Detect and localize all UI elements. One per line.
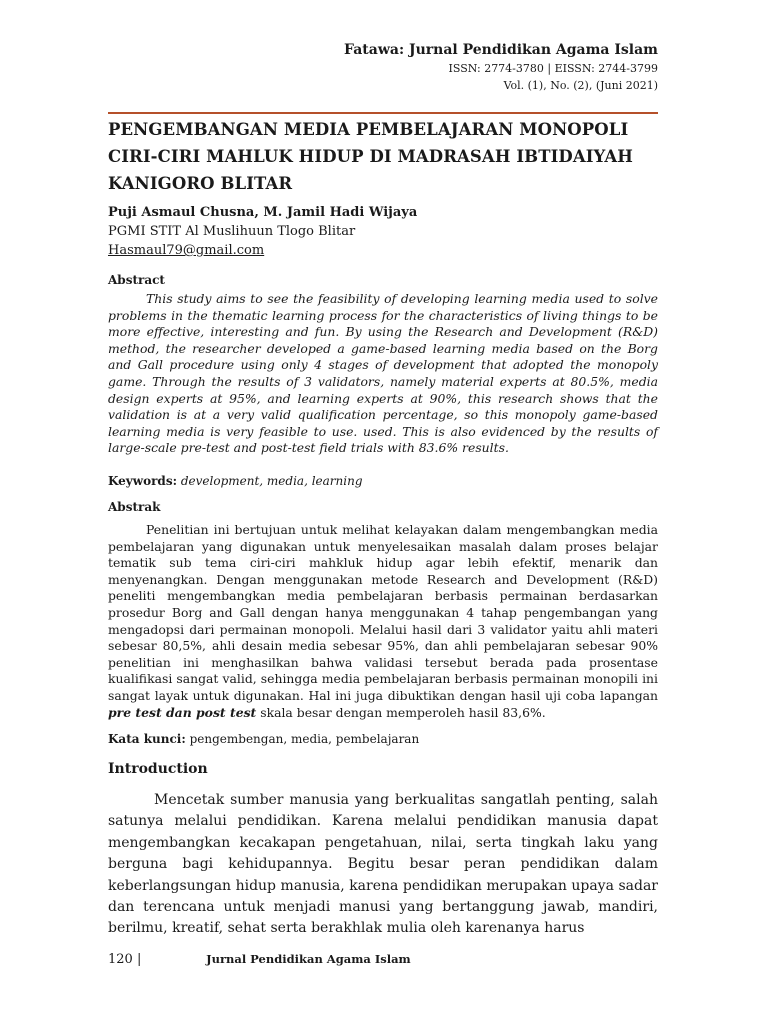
author-names: Puji Asmaul Chusna, M. Jamil Hadi Wijaya bbox=[108, 205, 418, 220]
kata-kunci-text: pengembengan, media, pembelajaran bbox=[189, 732, 420, 746]
journal-name: Fatawa: Jurnal Pendidikan Agama Islam bbox=[344, 42, 658, 58]
abstrak-text-emphasis: pre test dan post test bbox=[108, 704, 257, 720]
introduction-text: Mencetak sumber manusia yang berkualitas sangatlah penting, salah satunya melalui pendidikan. Karena melalui pendidikan manusia dapat mengembangkan kecakapan pengetahuan, nilai, serta tingkah laku yang berguna bagi kehidupannya. Begitu besar peran pendidikan dalam keberlangsungan hidup manusia, karena pendidikan merupakan upaya sadar dan terencana untuk menjadi manusi yang bertanggung jawab, mandiri, berilmu, kreatif, sehat serta berakhlak mulia oleh karenanya harus bbox=[108, 792, 658, 937]
abstrak-heading: Abstrak bbox=[108, 500, 161, 514]
author-block bbox=[108, 203, 658, 260]
author-email-link[interactable]: Hasmaul79@gmail.com bbox=[108, 243, 265, 258]
abstract-text: This study aims to see the feasibility of developing learning media used to solve problems in the thematic learning process for the characteristics of living things to be more effective, interesting and fun. By using the Research and Development (R&D) method, the researcher developed a game-based learning media based on the Borg and Gall procedure using only 4 stages of development that adopted the monopoly game. Through the results of 3 validators, namely material experts at 80.5%, media design experts at 95%, and learning experts at 90%, this research shows that the validation is at a very valid qualification percentage, so this monopoly game-based learning media is very feasible to use. used. This is also evidenced by the results of large-scale pre-test and post-test field trials with 83.6% results. bbox=[108, 291, 658, 456]
introduction-heading: Introduction bbox=[108, 761, 208, 777]
abstrak-text-main: Penelitian ini bertujuan untuk melihat kelayakan dalam mengembangkan media pembelajaran yang digunakan untuk menyelesaikan masalah dalam proses belajar tematik sub tema ciri-ciri mahkluk hidup agar lebih efektif, menarik dan menyenangkan. Dengan menggunakan metode Research and Development (R&D) peneliti mengembangkan media pembelajaran berbasis permainan berdasarkan prosedur Borg and Gall dengan hanya menggunakan 4 tahap pengembangan yang mengadopsi dari permainan monopoli. Melalui hasil dari 3 validator yaitu ahli materi sebesar 80,5%, ahli desain media sebesar 95%, dan ahli pembelajaran sebesar 90% penelitian ini menghasilkan bahwa validasi tersebut berada pada prosentase kualifikasi sangat valid, sehingga media pembelajaran berbasis permainan monopili ini sangat layak untuk digunakan. Hal ini juga dibuktikan dengan hasil uji coba lapangan bbox=[108, 522, 658, 703]
author-affiliation: PGMI STIT Al Muslihuun Tlogo Blitar bbox=[108, 224, 356, 239]
keywords-line bbox=[108, 474, 363, 488]
page-footer bbox=[108, 952, 658, 967]
abstrak-text bbox=[108, 522, 658, 721]
running-header bbox=[118, 40, 658, 94]
article-title: PENGEMBANGAN MEDIA PEMBELAJARAN MONOPOLI CIRI-CIRI MAHLUK HIDUP DI MADRASAH IBTIDAIYAH KANIGORO BLITAR bbox=[108, 120, 633, 193]
header-rule bbox=[108, 112, 658, 114]
kata-kunci-line bbox=[108, 732, 419, 746]
issn-line: ISSN: 2774-3780 | EISSN: 2744-3799 bbox=[448, 62, 658, 75]
keywords-label: Keywords: bbox=[108, 474, 178, 488]
abstrak-text-tail: skala besar dengan memperoleh hasil 83,6%. bbox=[256, 704, 546, 720]
kata-kunci-label: Kata kunci: bbox=[108, 732, 186, 746]
abstract-heading: Abstract bbox=[108, 273, 165, 287]
keywords-text: development, media, learning bbox=[180, 474, 363, 488]
page-number: 120 | bbox=[108, 952, 142, 967]
footer-journal-name: Jurnal Pendidikan Agama Islam bbox=[206, 952, 411, 966]
volume-line: Vol. (1), No. (2), (Juni 2021) bbox=[503, 79, 658, 92]
